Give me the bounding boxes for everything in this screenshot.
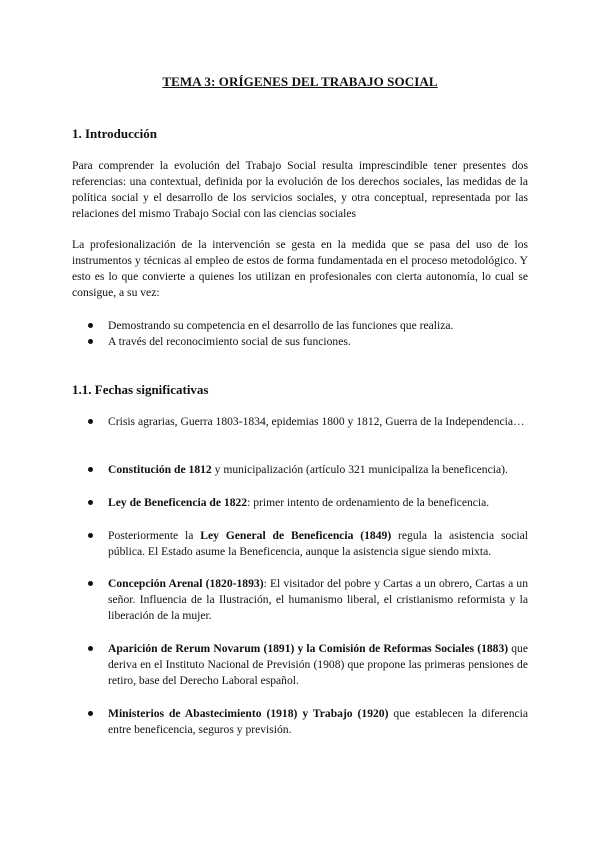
list-item: Posteriormente la Ley General de Beneficencia (1849) regula la asistencia social pública. El Estado asume la Beneficencia, aunque la asistencia sigue siendo mixta.: [88, 528, 528, 560]
bullet-icon: [88, 467, 93, 472]
bullet-icon: [88, 646, 93, 651]
bullet-icon: [88, 419, 93, 424]
heading-introduccion: 1. Introducción: [72, 126, 157, 141]
list-item: Ministerios de Abastecimiento (1918) y Trabajo (1920) que establecen la diferencia entre beneficencia, seguros y previsión.: [88, 706, 528, 738]
list-item: Aparición de Rerum Novarum (1891) y la Comisión de Reformas Sociales (1883) que deriva en el Instituto Nacional de Previsión (1908) que propone las primeras pensiones de retiro, base del Derecho Laboral español.: [88, 641, 528, 689]
bold-term: Ministerios de Abastecimiento (1918): [108, 707, 298, 720]
paragraph-contexto: Para comprender la evolución del Trabajo Social resulta imprescindible tener presentes dos referencias: una contextual, definida por la evolución de los derechos sociales, las medidas de la política social y el desarrollo de los servicios sociales, y otra conceptual, representada por las relaciones del mismo Trabajo Social con las ciencias sociales: [72, 159, 528, 220]
bullet-icon: [88, 339, 93, 344]
bold-term: Constitución de 1812: [108, 463, 212, 476]
list-item: Concepción Arenal (1820-1893): El visitador del pobre y Cartas a un obrero, Cartas a un señor. Influencia de la Ilustración, el humanismo liberal, el cristianismo reformista y la liberación de la mujer.: [88, 576, 528, 624]
bold-term: Concepción Arenal (1820-1893): [108, 577, 264, 590]
bold-term: Ley General de Beneficencia (1849): [200, 529, 392, 542]
bold-term: Aparición de Rerum Novarum (1891) y la Comisión de Reformas Sociales (1883): [108, 642, 509, 655]
paragraph-profesionalizacion: La profesionalización de la intervención se gesta en la medida que se pasa del uso de los instrumentos y técnicas al empleo de estos de forma fundamentada en el proceso metodológico. Y esto es lo que convierte a quienes los utilizan en profesionales con cierta autonomía, lo cual se consigue, a su vez:: [72, 238, 528, 299]
heading-fechas: 1.1. Fechas significativas: [72, 382, 209, 397]
bullet-icon: [88, 323, 93, 328]
list-item: Demostrando su competencia en el desarrollo de las funciones que realiza.: [88, 318, 528, 334]
bullet-icon: [88, 533, 93, 538]
bold-term: Ley de Beneficencia de 1822: [108, 496, 248, 509]
bullet-icon: [88, 581, 93, 586]
list-item: Ley de Beneficencia de 1822: primer intento de ordenamiento de la beneficencia.: [88, 495, 528, 511]
list-item: A través del reconocimiento social de sus funciones.: [88, 334, 528, 350]
list-item: Constitución de 1812 y municipalización (artículo 321 municipaliza la beneficencia).: [88, 462, 528, 478]
bullet-icon: [88, 500, 93, 505]
bold-term: Trabajo (1920): [312, 707, 389, 720]
document-title: TEMA 3: ORÍGENES DEL TRABAJO SOCIAL: [162, 74, 438, 89]
list-item: Crisis agrarias, Guerra 1803-1834, epidemias 1800 y 1812, Guerra de la Independencia…: [88, 414, 528, 430]
bullet-icon: [88, 711, 93, 716]
